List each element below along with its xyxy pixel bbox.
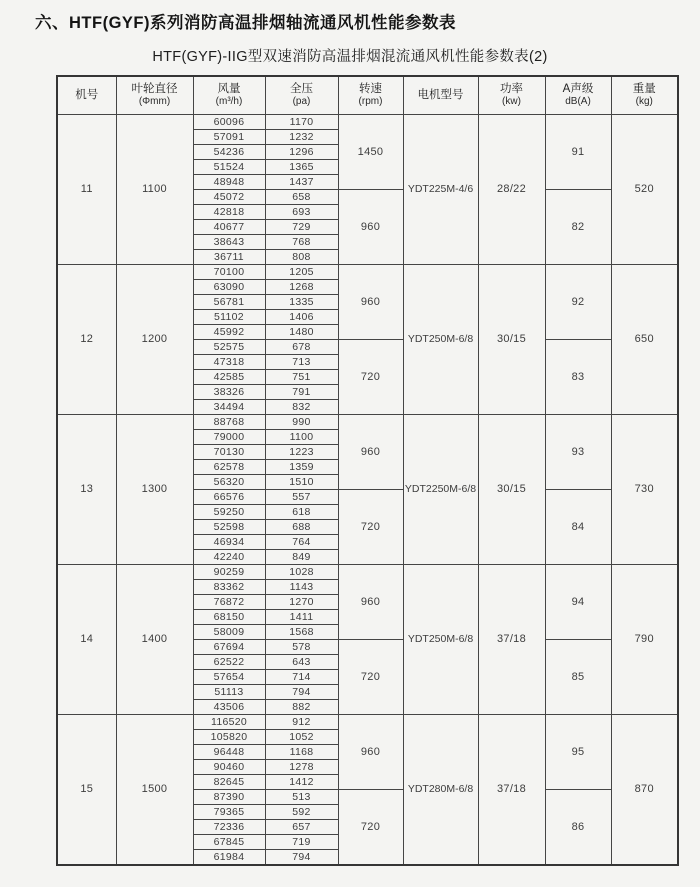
cell-speed: 720 bbox=[338, 789, 403, 865]
table-row bbox=[57, 714, 678, 729]
cell-pressure: 1268 bbox=[265, 279, 338, 294]
cell-flow: 68150 bbox=[193, 609, 265, 624]
cell-flow: 59250 bbox=[193, 504, 265, 519]
cell-flow: 52598 bbox=[193, 519, 265, 534]
cell-flow: 63090 bbox=[193, 279, 265, 294]
cell-pressure: 678 bbox=[265, 339, 338, 354]
cell-flow: 47318 bbox=[193, 354, 265, 369]
cell-flow: 88768 bbox=[193, 414, 265, 429]
table-row bbox=[57, 264, 678, 279]
table-row bbox=[57, 564, 678, 579]
cell-motor: YDT225M-4/6 bbox=[403, 114, 478, 264]
cell-pressure: 1296 bbox=[265, 144, 338, 159]
column-header-diameter bbox=[116, 76, 193, 114]
cell-flow: 79365 bbox=[193, 804, 265, 819]
cell-pressure: 643 bbox=[265, 654, 338, 669]
cell-pressure: 1510 bbox=[265, 474, 338, 489]
cell-pressure: 849 bbox=[265, 549, 338, 564]
cell-pressure: 768 bbox=[265, 234, 338, 249]
table-row bbox=[57, 414, 678, 429]
cell-diameter: 1300 bbox=[116, 414, 193, 564]
table-body bbox=[57, 114, 678, 865]
cell-weight: 520 bbox=[611, 114, 678, 264]
column-unit: (pa) bbox=[292, 96, 311, 108]
column-header-model-no bbox=[57, 76, 116, 114]
cell-diameter: 1400 bbox=[116, 564, 193, 714]
cell-model-no: 12 bbox=[57, 264, 116, 414]
cell-pressure: 1335 bbox=[265, 294, 338, 309]
column-unit: dB(A) bbox=[565, 96, 591, 108]
cell-speed: 960 bbox=[338, 414, 403, 489]
cell-flow: 46934 bbox=[193, 534, 265, 549]
cell-flow: 43506 bbox=[193, 699, 265, 714]
cell-flow: 96448 bbox=[193, 744, 265, 759]
cell-pressure: 688 bbox=[265, 519, 338, 534]
cell-flow: 76872 bbox=[193, 594, 265, 609]
cell-flow: 42585 bbox=[193, 369, 265, 384]
cell-noise: 93 bbox=[545, 414, 611, 489]
column-label: 功率 bbox=[500, 83, 523, 96]
cell-flow: 72336 bbox=[193, 819, 265, 834]
cell-flow: 56781 bbox=[193, 294, 265, 309]
cell-flow: 82645 bbox=[193, 774, 265, 789]
column-label: 风量 bbox=[217, 83, 241, 96]
cell-pressure: 764 bbox=[265, 534, 338, 549]
cell-pressure: 1232 bbox=[265, 129, 338, 144]
cell-flow: 51102 bbox=[193, 309, 265, 324]
cell-pressure: 618 bbox=[265, 504, 338, 519]
cell-noise: 84 bbox=[545, 489, 611, 564]
cell-flow: 83362 bbox=[193, 579, 265, 594]
cell-pressure: 794 bbox=[265, 849, 338, 865]
cell-pressure: 1365 bbox=[265, 159, 338, 174]
cell-pressure: 1568 bbox=[265, 624, 338, 639]
cell-flow: 66576 bbox=[193, 489, 265, 504]
cell-pressure: 693 bbox=[265, 204, 338, 219]
cell-flow: 42240 bbox=[193, 549, 265, 564]
cell-flow: 67694 bbox=[193, 639, 265, 654]
cell-power: 30/15 bbox=[478, 264, 545, 414]
cell-model-no: 14 bbox=[57, 564, 116, 714]
table-header bbox=[57, 76, 678, 114]
cell-power: 30/15 bbox=[478, 414, 545, 564]
cell-flow: 45992 bbox=[193, 324, 265, 339]
cell-weight: 790 bbox=[611, 564, 678, 714]
cell-model-no: 13 bbox=[57, 414, 116, 564]
cell-noise: 95 bbox=[545, 714, 611, 789]
cell-flow: 62522 bbox=[193, 654, 265, 669]
cell-pressure: 1406 bbox=[265, 309, 338, 324]
cell-pressure: 751 bbox=[265, 369, 338, 384]
cell-weight: 650 bbox=[611, 264, 678, 414]
cell-flow: 70100 bbox=[193, 264, 265, 279]
column-label: 重量 bbox=[632, 83, 656, 96]
column-label: A声级 bbox=[562, 83, 594, 96]
cell-flow: 90259 bbox=[193, 564, 265, 579]
cell-speed: 960 bbox=[338, 564, 403, 639]
column-unit: (rpm) bbox=[358, 96, 383, 108]
cell-pressure: 1170 bbox=[265, 114, 338, 129]
cell-pressure: 1411 bbox=[265, 609, 338, 624]
cell-pressure: 1100 bbox=[265, 429, 338, 444]
cell-pressure: 657 bbox=[265, 819, 338, 834]
fan-spec-table bbox=[56, 75, 679, 866]
cell-diameter: 1200 bbox=[116, 264, 193, 414]
table-header-row bbox=[57, 76, 678, 114]
column-label: 全压 bbox=[290, 83, 313, 96]
cell-pressure: 1278 bbox=[265, 759, 338, 774]
cell-pressure: 808 bbox=[265, 249, 338, 264]
column-label: 转速 bbox=[359, 83, 382, 96]
cell-flow: 51524 bbox=[193, 159, 265, 174]
cell-flow: 38643 bbox=[193, 234, 265, 249]
cell-pressure: 1223 bbox=[265, 444, 338, 459]
cell-motor: YDT280M-6/8 bbox=[403, 714, 478, 865]
cell-pressure: 791 bbox=[265, 384, 338, 399]
column-label: 叶轮直径 bbox=[131, 83, 178, 96]
column-unit: (kg) bbox=[635, 96, 653, 108]
cell-flow: 60096 bbox=[193, 114, 265, 129]
cell-speed: 720 bbox=[338, 639, 403, 714]
cell-flow: 70130 bbox=[193, 444, 265, 459]
column-unit: (m³/h) bbox=[215, 96, 243, 108]
cell-speed: 1450 bbox=[338, 114, 403, 189]
cell-pressure: 729 bbox=[265, 219, 338, 234]
cell-flow: 56320 bbox=[193, 474, 265, 489]
cell-power: 37/18 bbox=[478, 714, 545, 865]
cell-noise: 91 bbox=[545, 114, 611, 189]
cell-flow: 48948 bbox=[193, 174, 265, 189]
cell-flow: 105820 bbox=[193, 729, 265, 744]
cell-flow: 62578 bbox=[193, 459, 265, 474]
cell-pressure: 1028 bbox=[265, 564, 338, 579]
cell-pressure: 832 bbox=[265, 399, 338, 414]
column-label: 机号 bbox=[75, 89, 99, 102]
cell-flow: 57091 bbox=[193, 129, 265, 144]
cell-flow: 79000 bbox=[193, 429, 265, 444]
cell-flow: 52575 bbox=[193, 339, 265, 354]
column-header-power bbox=[478, 76, 545, 114]
column-unit: (Φmm) bbox=[138, 96, 171, 108]
cell-flow: 54236 bbox=[193, 144, 265, 159]
cell-flow: 38326 bbox=[193, 384, 265, 399]
cell-pressure: 882 bbox=[265, 699, 338, 714]
cell-flow: 67845 bbox=[193, 834, 265, 849]
cell-flow: 34494 bbox=[193, 399, 265, 414]
cell-pressure: 658 bbox=[265, 189, 338, 204]
cell-flow: 116520 bbox=[193, 714, 265, 729]
column-header-weight bbox=[611, 76, 678, 114]
cell-pressure: 990 bbox=[265, 414, 338, 429]
cell-flow: 40677 bbox=[193, 219, 265, 234]
cell-flow: 61984 bbox=[193, 849, 265, 865]
cell-flow: 36711 bbox=[193, 249, 265, 264]
cell-speed: 960 bbox=[338, 189, 403, 264]
cell-pressure: 513 bbox=[265, 789, 338, 804]
cell-pressure: 1412 bbox=[265, 774, 338, 789]
cell-power: 28/22 bbox=[478, 114, 545, 264]
cell-noise: 82 bbox=[545, 189, 611, 264]
cell-pressure: 1052 bbox=[265, 729, 338, 744]
cell-flow: 51113 bbox=[193, 684, 265, 699]
cell-pressure: 557 bbox=[265, 489, 338, 504]
cell-pressure: 1437 bbox=[265, 174, 338, 189]
cell-model-no: 15 bbox=[57, 714, 116, 865]
cell-pressure: 714 bbox=[265, 669, 338, 684]
cell-power: 37/18 bbox=[478, 564, 545, 714]
cell-noise: 92 bbox=[545, 264, 611, 339]
cell-noise: 86 bbox=[545, 789, 611, 865]
cell-diameter: 1500 bbox=[116, 714, 193, 865]
cell-pressure: 794 bbox=[265, 684, 338, 699]
cell-motor: YDT250M-6/8 bbox=[403, 564, 478, 714]
table-subtitle: HTF(GYF)-IIG型双速消防高温排烟混流通风机性能参数表(2) bbox=[152, 49, 548, 65]
column-header-pressure bbox=[265, 76, 338, 114]
cell-diameter: 1100 bbox=[116, 114, 193, 264]
column-unit: (kw) bbox=[502, 96, 521, 108]
column-label: 电机型号 bbox=[417, 89, 464, 102]
cell-motor: YDT2250M-6/8 bbox=[403, 414, 478, 564]
cell-flow: 58009 bbox=[193, 624, 265, 639]
cell-flow: 90460 bbox=[193, 759, 265, 774]
cell-speed: 720 bbox=[338, 489, 403, 564]
cell-weight: 730 bbox=[611, 414, 678, 564]
cell-pressure: 1205 bbox=[265, 264, 338, 279]
cell-speed: 720 bbox=[338, 339, 403, 414]
cell-flow: 87390 bbox=[193, 789, 265, 804]
cell-weight: 870 bbox=[611, 714, 678, 865]
page-title: 六、HTF(GYF)系列消防高温排烟轴流通风机性能参数表 bbox=[35, 14, 456, 32]
column-header-speed bbox=[338, 76, 403, 114]
cell-pressure: 713 bbox=[265, 354, 338, 369]
column-header-noise bbox=[545, 76, 611, 114]
cell-flow: 45072 bbox=[193, 189, 265, 204]
column-header-motor bbox=[403, 76, 478, 114]
cell-pressure: 578 bbox=[265, 639, 338, 654]
cell-pressure: 912 bbox=[265, 714, 338, 729]
cell-pressure: 719 bbox=[265, 834, 338, 849]
cell-speed: 960 bbox=[338, 714, 403, 789]
cell-pressure: 1143 bbox=[265, 579, 338, 594]
cell-noise: 94 bbox=[545, 564, 611, 639]
cell-flow: 42818 bbox=[193, 204, 265, 219]
cell-pressure: 1480 bbox=[265, 324, 338, 339]
cell-pressure: 1359 bbox=[265, 459, 338, 474]
cell-motor: YDT250M-6/8 bbox=[403, 264, 478, 414]
cell-noise: 83 bbox=[545, 339, 611, 414]
cell-noise: 85 bbox=[545, 639, 611, 714]
cell-model-no: 11 bbox=[57, 114, 116, 264]
cell-pressure: 592 bbox=[265, 804, 338, 819]
cell-pressure: 1270 bbox=[265, 594, 338, 609]
column-header-flow bbox=[193, 76, 265, 114]
table-row bbox=[57, 114, 678, 129]
cell-speed: 960 bbox=[338, 264, 403, 339]
cell-pressure: 1168 bbox=[265, 744, 338, 759]
cell-flow: 57654 bbox=[193, 669, 265, 684]
